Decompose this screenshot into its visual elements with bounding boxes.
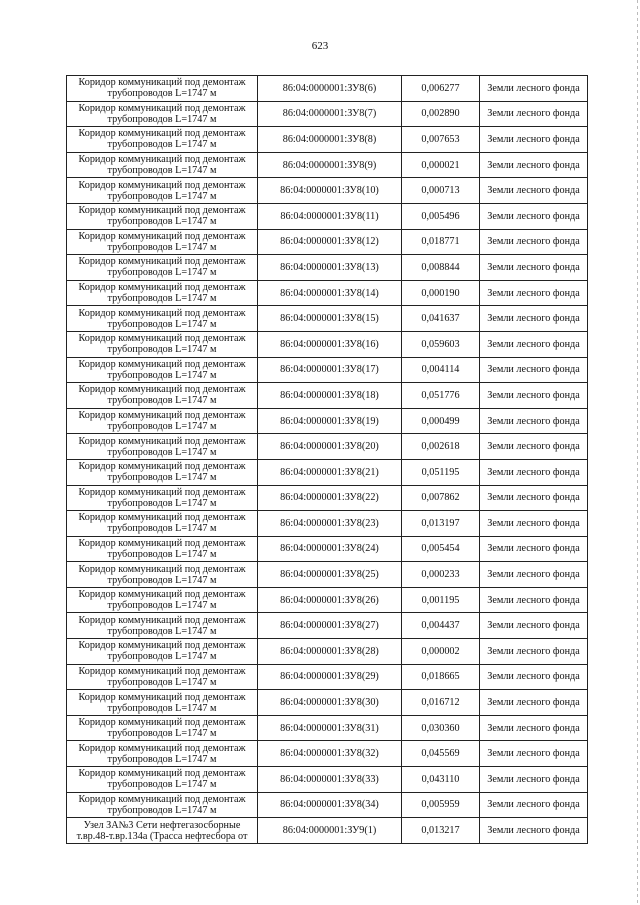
object-name-line-2: трубопроводов L=1747 м xyxy=(107,651,217,663)
cadastral-number-cell: 86:04:0000001:ЗУ8(17) xyxy=(258,357,402,383)
land-category-cell: Земли лесного фонда xyxy=(480,767,588,793)
object-name-line-2: трубопроводов L=1747 м xyxy=(107,318,217,330)
object-name-line-2: трубопроводов L=1747 м xyxy=(107,728,217,740)
cadastral-number-cell: 86:04:0000001:ЗУ8(27) xyxy=(258,613,402,639)
page-number: 623 xyxy=(311,40,329,52)
area-cell: 0,041637 xyxy=(402,306,480,332)
area-cell: 0,007862 xyxy=(402,485,480,511)
cadastral-number-cell: 86:04:0000001:ЗУ8(30) xyxy=(258,690,402,716)
cadastral-number-cell: 86:04:0000001:ЗУ9(1) xyxy=(258,818,402,844)
land-plots-table xyxy=(66,75,588,844)
area-cell: 0,005454 xyxy=(402,536,480,562)
table-row xyxy=(67,101,588,127)
cadastral-number-cell: 86:04:0000001:ЗУ8(34) xyxy=(258,792,402,818)
cadastral-number-cell: 86:04:0000001:ЗУ8(32) xyxy=(258,741,402,767)
cadastral-number-cell: 86:04:0000001:ЗУ8(33) xyxy=(258,767,402,793)
area-cell: 0,000499 xyxy=(402,408,480,434)
land-category-cell: Земли лесного фонда xyxy=(480,331,588,357)
object-name-cell xyxy=(67,255,258,281)
cadastral-number-cell: 86:04:0000001:ЗУ8(18) xyxy=(258,383,402,409)
area-cell: 0,006277 xyxy=(402,76,480,102)
object-name-cell xyxy=(67,101,258,127)
object-name-line-1: Коридор коммуникаций под демонтаж xyxy=(78,563,246,575)
table-row xyxy=(67,485,588,511)
land-category-cell: Земли лесного фонда xyxy=(480,536,588,562)
object-name-line-2: трубопроводов L=1747 м xyxy=(107,267,217,279)
table-row xyxy=(67,357,588,383)
object-name-line-2: трубопроводов L=1747 м xyxy=(107,548,217,560)
table-row xyxy=(67,511,588,537)
cadastral-number-cell: 86:04:0000001:ЗУ8(28) xyxy=(258,639,402,665)
object-name-cell xyxy=(67,639,258,665)
area-cell: 0,000233 xyxy=(402,562,480,588)
area-cell: 0,000021 xyxy=(402,152,480,178)
land-category-cell: Земли лесного фонда xyxy=(480,101,588,127)
object-name-line-2: трубопроводов L=1747 м xyxy=(107,395,217,407)
object-name-line-1: Коридор коммуникаций под демонтаж xyxy=(78,589,246,601)
table-body xyxy=(67,76,588,844)
land-category-cell: Земли лесного фонда xyxy=(480,76,588,102)
land-category-cell: Земли лесного фонда xyxy=(480,306,588,332)
land-category-cell: Земли лесного фонда xyxy=(480,383,588,409)
object-name-cell xyxy=(67,127,258,153)
object-name-line-1: Коридор коммуникаций под демонтаж xyxy=(78,768,246,780)
object-name-line-1: Коридор коммуникаций под демонтаж xyxy=(78,358,246,370)
land-category-cell: Земли лесного фонда xyxy=(480,127,588,153)
area-cell: 0,000002 xyxy=(402,639,480,665)
cadastral-number-cell: 86:04:0000001:ЗУ8(29) xyxy=(258,664,402,690)
land-category-cell: Земли лесного фонда xyxy=(480,280,588,306)
object-name-line-2: трубопроводов L=1747 м xyxy=(107,190,217,202)
object-name-cell xyxy=(67,587,258,613)
table-row xyxy=(67,152,588,178)
cadastral-number-cell: 86:04:0000001:ЗУ8(9) xyxy=(258,152,402,178)
cadastral-number-cell: 86:04:0000001:ЗУ8(11) xyxy=(258,203,402,229)
area-cell: 0,005959 xyxy=(402,792,480,818)
table-row xyxy=(67,408,588,434)
object-name-line-1: Коридор коммуникаций под демонтаж xyxy=(78,512,246,524)
land-category-cell: Земли лесного фонда xyxy=(480,818,588,844)
cadastral-number-cell: 86:04:0000001:ЗУ8(10) xyxy=(258,178,402,204)
object-name-cell xyxy=(67,178,258,204)
land-category-cell: Земли лесного фонда xyxy=(480,511,588,537)
object-name-cell xyxy=(67,485,258,511)
object-name-line-2: трубопроводов L=1747 м xyxy=(107,574,217,586)
object-name-line-1: Коридор коммуникаций под демонтаж xyxy=(78,410,246,422)
table-row xyxy=(67,127,588,153)
object-name-line-1: Коридор коммуникаций под демонтаж xyxy=(78,128,246,140)
land-category-cell: Земли лесного фонда xyxy=(480,434,588,460)
table-row xyxy=(67,178,588,204)
area-cell: 0,018665 xyxy=(402,664,480,690)
object-name-line-2: трубопроводов L=1747 м xyxy=(107,446,217,458)
land-category-cell: Земли лесного фонда xyxy=(480,178,588,204)
object-name-line-2: трубопроводов L=1747 м xyxy=(107,369,217,381)
object-name-line-2: трубопроводов L=1747 м xyxy=(107,497,217,509)
area-cell: 0,030360 xyxy=(402,715,480,741)
land-category-cell: Земли лесного фонда xyxy=(480,562,588,588)
cadastral-number-cell: 86:04:0000001:ЗУ8(22) xyxy=(258,485,402,511)
cadastral-number-cell: 86:04:0000001:ЗУ8(26) xyxy=(258,587,402,613)
cadastral-number-cell: 86:04:0000001:ЗУ8(20) xyxy=(258,434,402,460)
object-name-line-2: трубопроводов L=1747 м xyxy=(107,421,217,433)
area-cell: 0,045569 xyxy=(402,741,480,767)
land-category-cell: Земли лесного фонда xyxy=(480,229,588,255)
table-row xyxy=(67,331,588,357)
area-cell: 0,004437 xyxy=(402,613,480,639)
land-category-cell: Земли лесного фонда xyxy=(480,690,588,716)
cadastral-number-cell: 86:04:0000001:ЗУ8(31) xyxy=(258,715,402,741)
object-name-cell xyxy=(67,331,258,357)
object-name-line-1: Коридор коммуникаций под демонтаж xyxy=(78,742,246,754)
cadastral-number-cell: 86:04:0000001:ЗУ8(16) xyxy=(258,331,402,357)
table-row xyxy=(67,639,588,665)
area-cell: 0,002618 xyxy=(402,434,480,460)
object-name-line-2: трубопроводов L=1747 м xyxy=(107,344,217,356)
object-name-line-2: трубопроводов L=1747 м xyxy=(107,216,217,228)
object-name-line-1: Коридор коммуникаций под демонтаж xyxy=(78,461,246,473)
land-category-cell: Земли лесного фонда xyxy=(480,408,588,434)
object-name-cell xyxy=(67,434,258,460)
object-name-cell xyxy=(67,152,258,178)
cadastral-number-cell: 86:04:0000001:ЗУ8(21) xyxy=(258,459,402,485)
area-cell: 0,004114 xyxy=(402,357,480,383)
cadastral-number-cell: 86:04:0000001:ЗУ8(12) xyxy=(258,229,402,255)
cadastral-number-cell: 86:04:0000001:ЗУ8(19) xyxy=(258,408,402,434)
table-row xyxy=(67,690,588,716)
object-name-line-1: Коридор коммуникаций под демонтаж xyxy=(78,307,246,319)
cadastral-number-cell: 86:04:0000001:ЗУ8(13) xyxy=(258,255,402,281)
area-cell: 0,059603 xyxy=(402,331,480,357)
object-name-cell xyxy=(67,280,258,306)
area-cell: 0,016712 xyxy=(402,690,480,716)
table-row xyxy=(67,767,588,793)
object-name-line-2: трубопроводов L=1747 м xyxy=(107,523,217,535)
table-row xyxy=(67,306,588,332)
object-name-line-2: т.вр.48-т.вр.134а (Трасса нефтесбора от xyxy=(76,830,248,842)
object-name-line-1: Коридор коммуникаций под демонтаж xyxy=(78,691,246,703)
object-name-line-2: трубопроводов L=1747 м xyxy=(107,241,217,253)
object-name-line-2: трубопроводов L=1747 м xyxy=(107,753,217,765)
object-name-line-1: Коридор коммуникаций под демонтаж xyxy=(78,665,246,677)
object-name-cell xyxy=(67,357,258,383)
object-name-line-1: Коридор коммуникаций под демонтаж xyxy=(78,384,246,396)
table-row xyxy=(67,76,588,102)
object-name-cell xyxy=(67,306,258,332)
object-name-line-1: Коридор коммуникаций под демонтаж xyxy=(78,640,246,652)
object-name-cell xyxy=(67,715,258,741)
table-row xyxy=(67,562,588,588)
table-row xyxy=(67,383,588,409)
object-name-line-1: Коридор коммуникаций под демонтаж xyxy=(78,717,246,729)
area-cell: 0,007653 xyxy=(402,127,480,153)
table-row xyxy=(67,459,588,485)
land-category-cell: Земли лесного фонда xyxy=(480,459,588,485)
object-name-line-2: трубопроводов L=1747 м xyxy=(107,472,217,484)
object-name-cell xyxy=(67,767,258,793)
land-category-cell: Земли лесного фонда xyxy=(480,792,588,818)
table-row xyxy=(67,715,588,741)
object-name-cell xyxy=(67,459,258,485)
object-name-line-2: трубопроводов L=1747 м xyxy=(107,676,217,688)
object-name-cell xyxy=(67,690,258,716)
object-name-line-1: Коридор коммуникаций под демонтаж xyxy=(78,77,246,89)
area-cell: 0,002890 xyxy=(402,101,480,127)
object-name-line-1: Коридор коммуникаций под демонтаж xyxy=(78,230,246,242)
land-category-cell: Земли лесного фонда xyxy=(480,357,588,383)
object-name-line-2: трубопроводов L=1747 м xyxy=(107,600,217,612)
object-name-line-1: Коридор коммуникаций под демонтаж xyxy=(78,256,246,268)
object-name-line-1: Коридор коммуникаций под демонтаж xyxy=(78,282,246,294)
area-cell: 0,001195 xyxy=(402,587,480,613)
object-name-line-1: Коридор коммуникаций под демонтаж xyxy=(78,537,246,549)
scan-edge xyxy=(637,0,638,905)
land-category-cell: Земли лесного фонда xyxy=(480,639,588,665)
area-cell: 0,013217 xyxy=(402,818,480,844)
table-row xyxy=(67,229,588,255)
object-name-line-1: Коридор коммуникаций под демонтаж xyxy=(78,486,246,498)
object-name-line-1: Коридор коммуникаций под демонтаж xyxy=(78,179,246,191)
object-name-cell xyxy=(67,792,258,818)
object-name-line-2: трубопроводов L=1747 м xyxy=(107,139,217,151)
land-category-cell: Земли лесного фонда xyxy=(480,255,588,281)
land-category-cell: Земли лесного фонда xyxy=(480,485,588,511)
area-cell: 0,013197 xyxy=(402,511,480,537)
object-name-line-1: Коридор коммуникаций под демонтаж xyxy=(78,435,246,447)
object-name-cell xyxy=(67,562,258,588)
cadastral-number-cell: 86:04:0000001:ЗУ8(8) xyxy=(258,127,402,153)
table-row xyxy=(67,664,588,690)
object-name-line-1: Коридор коммуникаций под демонтаж xyxy=(78,333,246,345)
object-name-cell xyxy=(67,408,258,434)
object-name-cell xyxy=(67,76,258,102)
object-name-line-2: трубопроводов L=1747 м xyxy=(107,88,217,100)
table-row xyxy=(67,613,588,639)
area-cell: 0,000190 xyxy=(402,280,480,306)
object-name-cell xyxy=(67,613,258,639)
object-name-line-2: трубопроводов L=1747 м xyxy=(107,779,217,791)
cadastral-number-cell: 86:04:0000001:ЗУ8(7) xyxy=(258,101,402,127)
cadastral-number-cell: 86:04:0000001:ЗУ8(6) xyxy=(258,76,402,102)
table-row xyxy=(67,792,588,818)
object-name-cell xyxy=(67,383,258,409)
area-cell: 0,051776 xyxy=(402,383,480,409)
area-cell: 0,005496 xyxy=(402,203,480,229)
object-name-line-2: трубопроводов L=1747 м xyxy=(107,165,217,177)
table-row xyxy=(67,536,588,562)
object-name-cell xyxy=(67,664,258,690)
object-name-line-1: Коридор коммуникаций под демонтаж xyxy=(78,614,246,626)
table-row xyxy=(67,203,588,229)
area-cell: 0,043110 xyxy=(402,767,480,793)
object-name-cell xyxy=(67,741,258,767)
object-name-line-1: Коридор коммуникаций под демонтаж xyxy=(78,793,246,805)
object-name-line-2: трубопроводов L=1747 м xyxy=(107,113,217,125)
area-cell: 0,008844 xyxy=(402,255,480,281)
cadastral-number-cell: 86:04:0000001:ЗУ8(23) xyxy=(258,511,402,537)
table-row xyxy=(67,587,588,613)
cadastral-number-cell: 86:04:0000001:ЗУ8(24) xyxy=(258,536,402,562)
cadastral-number-cell: 86:04:0000001:ЗУ8(14) xyxy=(258,280,402,306)
area-cell: 0,000713 xyxy=(402,178,480,204)
cadastral-number-cell: 86:04:0000001:ЗУ8(25) xyxy=(258,562,402,588)
land-category-cell: Земли лесного фонда xyxy=(480,203,588,229)
object-name-line-2: трубопроводов L=1747 м xyxy=(107,702,217,714)
land-category-cell: Земли лесного фонда xyxy=(480,152,588,178)
land-category-cell: Земли лесного фонда xyxy=(480,613,588,639)
cadastral-number-cell: 86:04:0000001:ЗУ8(15) xyxy=(258,306,402,332)
land-category-cell: Земли лесного фонда xyxy=(480,741,588,767)
object-name-line-1: Узел ЗА№3 Сети нефтегазосборные xyxy=(83,819,241,831)
object-name-cell xyxy=(67,229,258,255)
object-name-line-2: трубопроводов L=1747 м xyxy=(107,293,217,305)
land-category-cell: Земли лесного фонда xyxy=(480,587,588,613)
object-name-line-1: Коридор коммуникаций под демонтаж xyxy=(78,102,246,114)
object-name-cell xyxy=(67,203,258,229)
table-row xyxy=(67,818,588,844)
object-name-cell xyxy=(67,818,258,844)
land-category-cell: Земли лесного фонда xyxy=(480,664,588,690)
table-row xyxy=(67,280,588,306)
object-name-cell xyxy=(67,511,258,537)
table-row xyxy=(67,741,588,767)
land-category-cell: Земли лесного фонда xyxy=(480,715,588,741)
object-name-line-2: трубопроводов L=1747 м xyxy=(107,625,217,637)
area-cell: 0,051195 xyxy=(402,459,480,485)
table-row xyxy=(67,255,588,281)
object-name-line-1: Коридор коммуникаций под демонтаж xyxy=(78,154,246,166)
object-name-cell xyxy=(67,536,258,562)
object-name-line-2: трубопроводов L=1747 м xyxy=(107,804,217,816)
table-row xyxy=(67,434,588,460)
object-name-line-1: Коридор коммуникаций под демонтаж xyxy=(78,205,246,217)
area-cell: 0,018771 xyxy=(402,229,480,255)
